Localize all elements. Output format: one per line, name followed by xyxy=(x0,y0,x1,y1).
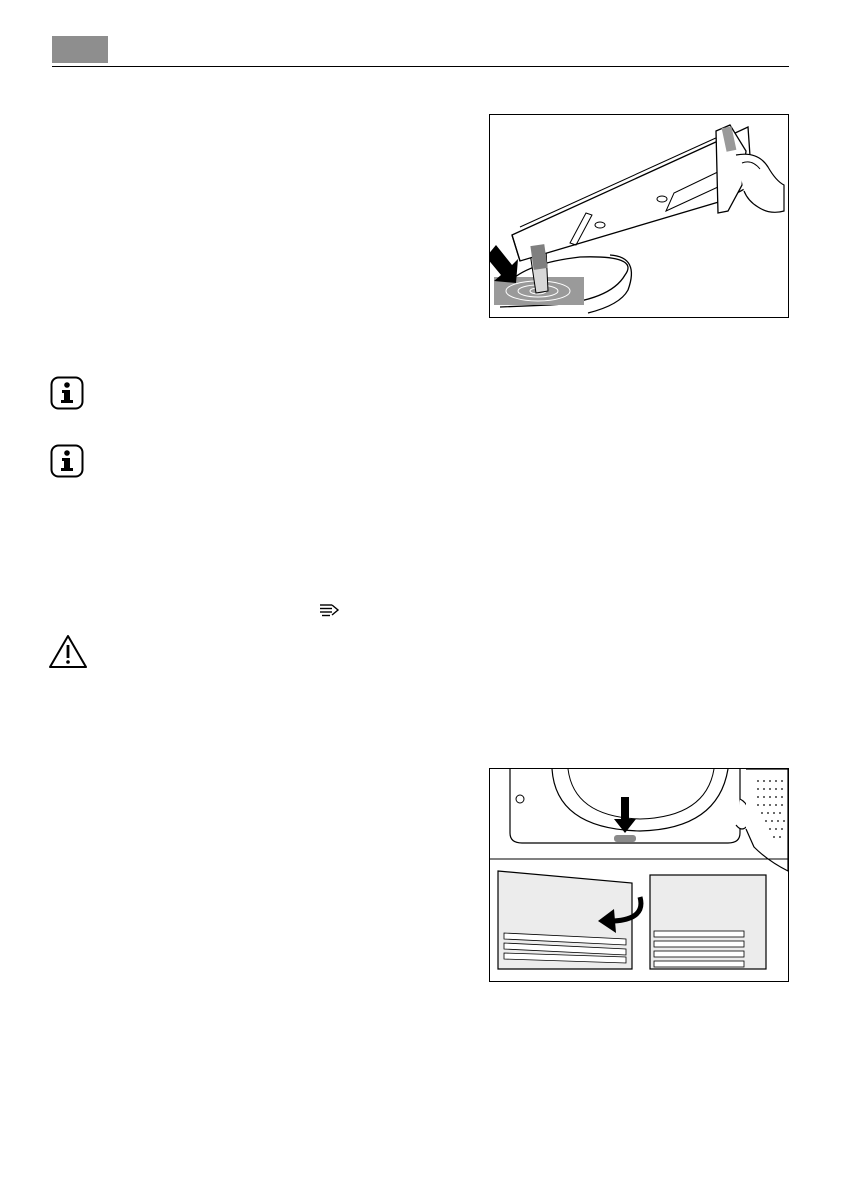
warning-triangle-icon xyxy=(48,634,88,670)
info-icon xyxy=(50,444,84,478)
plinth-door-illustration xyxy=(489,768,789,982)
header-tab xyxy=(52,36,108,63)
header-rule xyxy=(52,66,789,67)
info-icon xyxy=(50,376,84,410)
program-arrow-symbol-icon xyxy=(318,602,340,618)
water-container-drain-illustration xyxy=(489,114,789,318)
